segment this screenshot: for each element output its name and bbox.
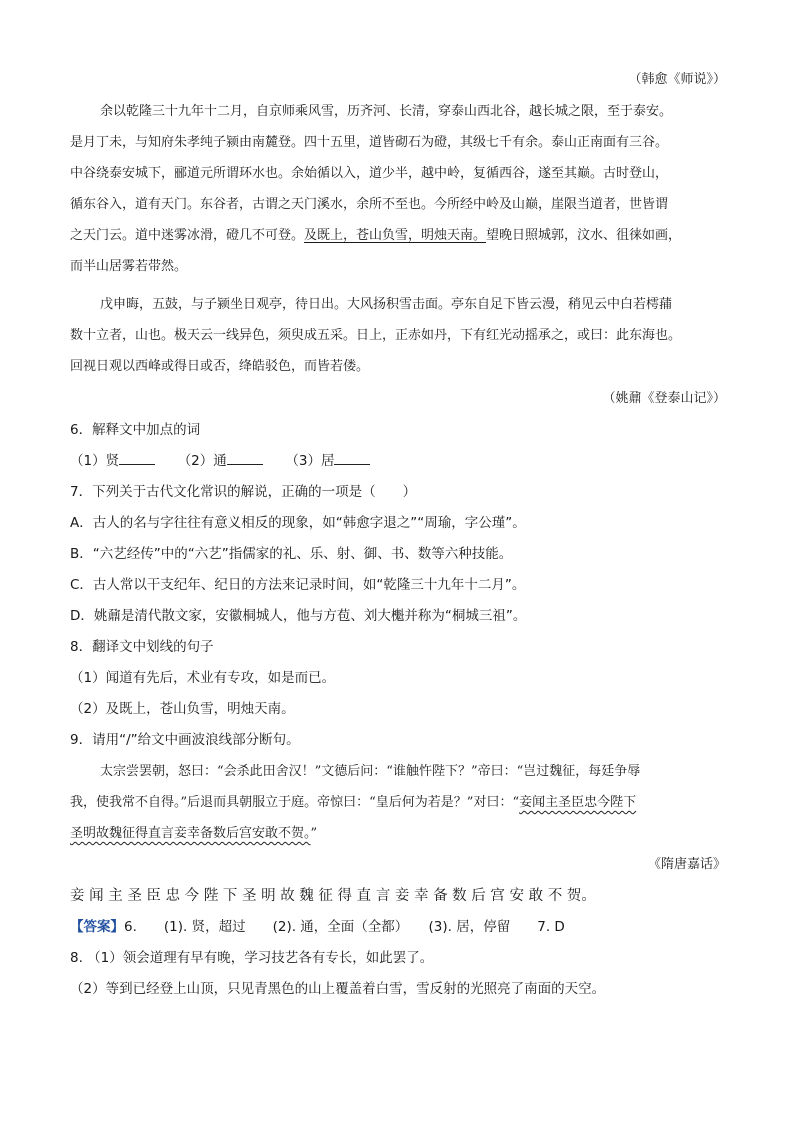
q7-option-c: C．古人常以干支纪年、纪日的方法来记录时间，如“乾隆三十九年十二月”。 <box>70 577 526 593</box>
question-9-title: 9．请用“/”给文中画波浪线部分断句。 <box>70 732 300 748</box>
passage-line: 中谷绕泰安城下，郦道元所谓环水也。余始循以入，道少半，越中岭，复循西谷，遂至其巅。古时登山， <box>70 166 669 181</box>
wavy-underlined-text: 妾闻主圣臣忠今陛下 <box>519 795 637 810</box>
passage-text: 之天门云。道中迷雾冰滑，磴几不可登。 <box>70 228 305 243</box>
passage-line: 是月丁未，与知府朱孝纯子颍由南麓登。四十五里，道皆砌石为磴，其级七千有余。泰山正南面有三谷。 <box>70 135 669 150</box>
q9-text: ” <box>310 826 318 841</box>
question-7-title: 7．下列关于古代文化常识的解说，正确的一项是（ ） <box>70 484 417 500</box>
answer-line: （2）等到已经登上山顶，只见青黑色的山上覆盖着白雪，雪反射的光照亮了南面的天空。 <box>70 981 606 997</box>
q6-item-2: （2）通 <box>177 453 227 469</box>
q6-item-1: （1）贤 <box>70 453 120 469</box>
passage-line: 循东谷入，道有天门。东谷者，古谓之天门溪水，余所不至也。今所经中岭及山巅，崖限当道者，世皆谓 <box>70 197 669 212</box>
passage-line: 数十立者，山也。极天云一线异色，须臾成五采。日上，正赤如丹，下有红光动摇承之，或曰：此东海也。 <box>70 328 682 343</box>
q6-item-3: （3）居 <box>285 453 335 469</box>
q7-option-d: D．姚鼐是清代散文家，安徽桐城人，他与方苞、刘大櫆并称为“桐城三祖”。 <box>70 608 527 624</box>
answer-blank <box>334 452 370 465</box>
answer-line <box>70 915 565 935</box>
q8-item-2: （2）及既上，苍山负雪，明烛天南。 <box>70 701 295 717</box>
q9-passage-line <box>70 822 317 841</box>
passage-line: 而半山居雾若带然。 <box>70 259 188 274</box>
answer-tag: 【答案】 <box>70 919 124 935</box>
passage-line: 回视日观以西峰或得日或否，绛皓驳色，而皆若偻。 <box>70 359 370 374</box>
source-shishuo: （韩愈《师说》） <box>628 72 726 87</box>
underlined-sentence: 及既上，苍山负雪，明烛天南。 <box>304 228 487 243</box>
q9-sentence-to-punctuate: 妾 闻 主 圣 臣 忠 今 陛 下 圣 明 故 魏 征 得 直 言 妾 幸 备 数 后 宫 安 敢 不 贺。 <box>70 888 596 904</box>
passage-text: 望晚日照城郭，汶水、徂徕如画， <box>486 228 682 243</box>
source-dengtaishan: （姚鼐《登泰山记》） <box>602 391 726 406</box>
q9-passage-line <box>70 791 636 810</box>
q9-passage-line: 太宗尝罢朝，怒曰：“会杀此田舍汉！”文德后问：“谁触忤陛下？”帝曰：“岂过魏征，每廷争辱 <box>100 764 641 779</box>
wavy-underlined-text: 圣明故魏征得直言妾幸备数后宫安敢不贺。 <box>70 826 311 841</box>
q9-text: 我，使我常不自得。”后退而具朝服立于庭。帝惊曰：“皇后何为若是？”对曰：“ <box>70 795 520 810</box>
q8-item-1: （1）闻道有先后，术业有专攻，如是而已。 <box>70 670 336 686</box>
source-suitangjiahua: 《隋唐嘉话》 <box>647 857 726 872</box>
passage-line: 戊申晦，五鼓，与子颍坐日观亭，待日出。大风扬积雪击面。亭东自足下皆云漫，稍见云中白若樗蒱 <box>100 297 673 312</box>
passage-line <box>70 224 681 243</box>
q7-option-a: A．古人的名与字往往有意义相反的现象，如“韩愈字退之”“周瑜，字公瑾”。 <box>70 515 526 531</box>
answer-blank <box>227 452 263 465</box>
q7-option-b: B．“六艺经传”中的“六艺”指儒家的礼、乐、射、御、书、数等六种技能。 <box>70 546 513 562</box>
answer-line: 8. （1）领会道理有早有晚，学习技艺各有专长，如此罢了。 <box>70 950 434 966</box>
answer-blank <box>119 452 155 465</box>
passage-line: 余以乾隆三十九年十二月，自京师乘风雪，历齐河、长清，穿泰山西北谷，越长城之限，至于泰安。 <box>100 104 673 119</box>
answer-text: 6. (1). 贤，超过 (2). 通，全面（全都） (3). 居，停留 7. D <box>124 919 565 935</box>
question-6-title: 6．解释文中加点的词 <box>70 422 201 438</box>
question-6-items <box>70 449 370 469</box>
question-8-title: 8．翻译文中划线的句子 <box>70 639 214 655</box>
